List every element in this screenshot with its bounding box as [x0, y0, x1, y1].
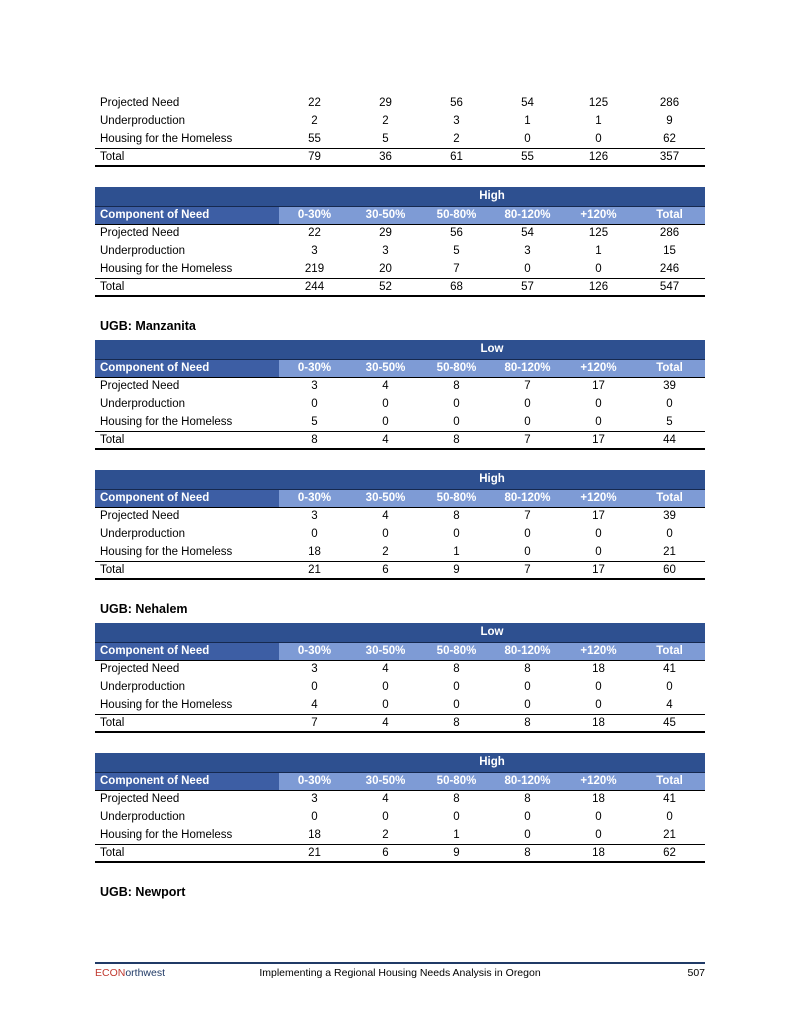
table-row: [95, 242, 705, 260]
value-cell: 7: [492, 561, 563, 579]
column-header: 50-80%: [421, 772, 492, 790]
table-row: [95, 377, 705, 395]
value-cell: 8: [421, 377, 492, 395]
scenario-label: High: [279, 753, 705, 772]
value-cell: 17: [563, 377, 634, 395]
value-cell: 54: [492, 224, 563, 242]
row-label: Total: [95, 844, 279, 862]
row-label: Underproduction: [95, 112, 279, 130]
value-cell: 2: [421, 130, 492, 148]
value-cell: 0: [563, 130, 634, 148]
band-spacer: [95, 623, 279, 642]
value-cell: 0: [563, 260, 634, 278]
column-header-component: Component of Need: [95, 359, 279, 377]
value-cell: 4: [350, 660, 421, 678]
ugb-section-heading: UGB: Manzanita: [100, 319, 196, 333]
value-cell: 4: [350, 377, 421, 395]
value-cell: 15: [634, 242, 705, 260]
value-cell: 547: [634, 278, 705, 296]
table-row: [95, 395, 705, 413]
value-cell: 21: [634, 826, 705, 844]
value-cell: 0: [634, 525, 705, 543]
scenario-label: High: [279, 187, 705, 206]
value-cell: 219: [279, 260, 350, 278]
value-cell: 0: [279, 395, 350, 413]
value-cell: 0: [492, 826, 563, 844]
column-header: +120%: [563, 489, 634, 507]
value-cell: 125: [563, 94, 634, 112]
column-header: Total: [634, 359, 705, 377]
table-row: [95, 413, 705, 431]
column-header: +120%: [563, 772, 634, 790]
value-cell: 55: [492, 148, 563, 166]
value-cell: 0: [563, 826, 634, 844]
column-header-row: [95, 642, 705, 660]
band-spacer: [95, 340, 279, 359]
value-cell: 7: [492, 507, 563, 525]
row-label: Projected Need: [95, 790, 279, 808]
value-cell: 8: [421, 431, 492, 449]
value-cell: 0: [634, 808, 705, 826]
value-cell: 3: [350, 242, 421, 260]
total-row: [95, 844, 705, 862]
value-cell: 0: [350, 678, 421, 696]
value-cell: 2: [350, 826, 421, 844]
value-cell: 0: [563, 543, 634, 561]
table-row: [95, 94, 705, 112]
column-header-component: Component of Need: [95, 206, 279, 224]
value-cell: 6: [350, 561, 421, 579]
column-header: 30-50%: [350, 642, 421, 660]
value-cell: 44: [634, 431, 705, 449]
total-row: [95, 431, 705, 449]
page-number: 507: [687, 967, 706, 979]
column-header: 0-30%: [279, 359, 350, 377]
needs-table-low: [95, 623, 705, 733]
value-cell: 4: [279, 696, 350, 714]
value-cell: 62: [634, 844, 705, 862]
column-header: 50-80%: [421, 359, 492, 377]
value-cell: 4: [350, 431, 421, 449]
column-header-component: Component of Need: [95, 642, 279, 660]
column-header: 50-80%: [421, 642, 492, 660]
table-row: [95, 678, 705, 696]
column-header: 80-120%: [492, 489, 563, 507]
value-cell: 125: [563, 224, 634, 242]
value-cell: 41: [634, 790, 705, 808]
column-header: 30-50%: [350, 772, 421, 790]
value-cell: 8: [492, 660, 563, 678]
row-label: Projected Need: [95, 660, 279, 678]
value-cell: 0: [421, 696, 492, 714]
needs-table-high: [95, 187, 705, 297]
column-header-component: Component of Need: [95, 772, 279, 790]
total-row: [95, 278, 705, 296]
total-row: [95, 148, 705, 166]
column-header: 80-120%: [492, 359, 563, 377]
row-label: Projected Need: [95, 224, 279, 242]
value-cell: 29: [350, 94, 421, 112]
value-cell: 3: [279, 242, 350, 260]
value-cell: 0: [634, 678, 705, 696]
value-cell: 2: [279, 112, 350, 130]
column-header: Total: [634, 206, 705, 224]
value-cell: 2: [350, 112, 421, 130]
value-cell: 8: [279, 431, 350, 449]
document-content: [95, 94, 705, 906]
table-row: [95, 525, 705, 543]
value-cell: 0: [563, 808, 634, 826]
table-row: [95, 543, 705, 561]
value-cell: 0: [492, 525, 563, 543]
row-label: Housing for the Homeless: [95, 130, 279, 148]
value-cell: 21: [279, 844, 350, 862]
value-cell: 0: [492, 808, 563, 826]
value-cell: 60: [634, 561, 705, 579]
row-label: Projected Need: [95, 377, 279, 395]
value-cell: 0: [563, 678, 634, 696]
column-header: +120%: [563, 359, 634, 377]
column-header: Total: [634, 772, 705, 790]
column-header: Total: [634, 642, 705, 660]
value-cell: 20: [350, 260, 421, 278]
band-spacer: [95, 187, 279, 206]
value-cell: 18: [279, 826, 350, 844]
table-row: [95, 112, 705, 130]
value-cell: 62: [634, 130, 705, 148]
row-label: Housing for the Homeless: [95, 826, 279, 844]
value-cell: 18: [563, 660, 634, 678]
value-cell: 286: [634, 224, 705, 242]
scenario-band-row: [95, 340, 705, 359]
value-cell: 8: [492, 844, 563, 862]
column-header-component: Component of Need: [95, 489, 279, 507]
table-row: [95, 507, 705, 525]
value-cell: 0: [421, 413, 492, 431]
value-cell: 7: [279, 714, 350, 732]
table-row: [95, 660, 705, 678]
value-cell: 126: [563, 148, 634, 166]
value-cell: 54: [492, 94, 563, 112]
column-header: 50-80%: [421, 206, 492, 224]
value-cell: 22: [279, 94, 350, 112]
band-spacer: [95, 753, 279, 772]
column-header: 30-50%: [350, 489, 421, 507]
column-header: 0-30%: [279, 642, 350, 660]
value-cell: 8: [421, 660, 492, 678]
value-cell: 18: [563, 790, 634, 808]
column-header: 50-80%: [421, 489, 492, 507]
column-header: 0-30%: [279, 489, 350, 507]
column-header: 0-30%: [279, 772, 350, 790]
value-cell: 1: [563, 112, 634, 130]
value-cell: 0: [492, 543, 563, 561]
column-header: 30-50%: [350, 206, 421, 224]
value-cell: 1: [492, 112, 563, 130]
value-cell: 7: [492, 431, 563, 449]
scenario-label: Low: [279, 340, 705, 359]
row-label: Projected Need: [95, 94, 279, 112]
value-cell: 5: [279, 413, 350, 431]
scenario-band-row: [95, 623, 705, 642]
value-cell: 0: [279, 808, 350, 826]
column-header: 80-120%: [492, 772, 563, 790]
value-cell: 9: [634, 112, 705, 130]
value-cell: 357: [634, 148, 705, 166]
value-cell: 126: [563, 278, 634, 296]
value-cell: 18: [563, 844, 634, 862]
value-cell: 0: [279, 525, 350, 543]
table-row: [95, 130, 705, 148]
value-cell: 0: [421, 525, 492, 543]
value-cell: 21: [279, 561, 350, 579]
value-cell: 0: [350, 525, 421, 543]
value-cell: 21: [634, 543, 705, 561]
value-cell: 0: [421, 808, 492, 826]
value-cell: 0: [492, 413, 563, 431]
column-header: 80-120%: [492, 642, 563, 660]
value-cell: 5: [350, 130, 421, 148]
value-cell: 17: [563, 431, 634, 449]
page-footer: [95, 962, 705, 979]
value-cell: 29: [350, 224, 421, 242]
value-cell: 45: [634, 714, 705, 732]
value-cell: 57: [492, 278, 563, 296]
value-cell: 2: [350, 543, 421, 561]
value-cell: 0: [563, 525, 634, 543]
table-row: [95, 790, 705, 808]
value-cell: 0: [634, 395, 705, 413]
column-header-row: [95, 359, 705, 377]
value-cell: 1: [421, 826, 492, 844]
column-header-row: [95, 206, 705, 224]
value-cell: 5: [421, 242, 492, 260]
value-cell: 0: [492, 130, 563, 148]
value-cell: 0: [563, 395, 634, 413]
column-header: +120%: [563, 642, 634, 660]
value-cell: 17: [563, 507, 634, 525]
value-cell: 68: [421, 278, 492, 296]
value-cell: 1: [563, 242, 634, 260]
value-cell: 52: [350, 278, 421, 296]
value-cell: 244: [279, 278, 350, 296]
value-cell: 0: [492, 260, 563, 278]
column-header-row: [95, 772, 705, 790]
value-cell: 3: [279, 790, 350, 808]
value-cell: 39: [634, 377, 705, 395]
value-cell: 8: [492, 714, 563, 732]
needs-table-high: [95, 753, 705, 863]
value-cell: 8: [421, 790, 492, 808]
value-cell: 0: [350, 808, 421, 826]
ugb-section-heading: UGB: Newport: [100, 885, 186, 899]
value-cell: 9: [421, 844, 492, 862]
needs-table-low: [95, 340, 705, 450]
value-cell: 56: [421, 224, 492, 242]
brand-orthwest: orthwest: [125, 967, 166, 979]
value-cell: 6: [350, 844, 421, 862]
value-cell: 3: [492, 242, 563, 260]
row-label: Projected Need: [95, 507, 279, 525]
value-cell: 0: [563, 696, 634, 714]
value-cell: 0: [492, 696, 563, 714]
value-cell: 3: [421, 112, 492, 130]
scenario-band-row: [95, 753, 705, 772]
econorthwest-logo: [95, 967, 259, 979]
needs-table-continued: [95, 94, 705, 167]
value-cell: 0: [492, 395, 563, 413]
brand-econ: ECON: [95, 967, 126, 979]
value-cell: 0: [350, 696, 421, 714]
value-cell: 0: [279, 678, 350, 696]
value-cell: 18: [279, 543, 350, 561]
value-cell: 22: [279, 224, 350, 242]
footer-document-title: Implementing a Regional Housing Needs Analysis in Oregon: [259, 967, 541, 979]
value-cell: 61: [421, 148, 492, 166]
row-label: Underproduction: [95, 242, 279, 260]
value-cell: 0: [350, 413, 421, 431]
scenario-label: Low: [279, 623, 705, 642]
total-row: [95, 714, 705, 732]
row-label: Underproduction: [95, 808, 279, 826]
value-cell: 3: [279, 507, 350, 525]
value-cell: 1: [421, 543, 492, 561]
value-cell: 8: [421, 714, 492, 732]
column-header: +120%: [563, 206, 634, 224]
value-cell: 4: [634, 696, 705, 714]
row-label: Underproduction: [95, 395, 279, 413]
table-row: [95, 696, 705, 714]
scenario-band-row: [95, 470, 705, 489]
column-header: 80-120%: [492, 206, 563, 224]
value-cell: 246: [634, 260, 705, 278]
table-row: [95, 224, 705, 242]
scenario-band-row: [95, 187, 705, 206]
value-cell: 0: [421, 395, 492, 413]
column-header: 0-30%: [279, 206, 350, 224]
value-cell: 0: [350, 395, 421, 413]
value-cell: 9: [421, 561, 492, 579]
row-label: Total: [95, 431, 279, 449]
value-cell: 7: [492, 377, 563, 395]
value-cell: 36: [350, 148, 421, 166]
row-label: Housing for the Homeless: [95, 413, 279, 431]
value-cell: 4: [350, 714, 421, 732]
value-cell: 4: [350, 507, 421, 525]
value-cell: 0: [421, 678, 492, 696]
row-label: Housing for the Homeless: [95, 696, 279, 714]
value-cell: 55: [279, 130, 350, 148]
row-label: Total: [95, 714, 279, 732]
table-row: [95, 808, 705, 826]
row-label: Underproduction: [95, 678, 279, 696]
needs-table-high: [95, 470, 705, 580]
row-label: Housing for the Homeless: [95, 260, 279, 278]
row-label: Underproduction: [95, 525, 279, 543]
table-row: [95, 260, 705, 278]
value-cell: 17: [563, 561, 634, 579]
value-cell: 286: [634, 94, 705, 112]
band-spacer: [95, 470, 279, 489]
value-cell: 0: [563, 413, 634, 431]
value-cell: 56: [421, 94, 492, 112]
row-label: Total: [95, 561, 279, 579]
value-cell: 39: [634, 507, 705, 525]
row-label: Total: [95, 148, 279, 166]
value-cell: 0: [492, 678, 563, 696]
row-label: Housing for the Homeless: [95, 543, 279, 561]
value-cell: 8: [492, 790, 563, 808]
row-label: Total: [95, 278, 279, 296]
total-row: [95, 561, 705, 579]
value-cell: 79: [279, 148, 350, 166]
value-cell: 18: [563, 714, 634, 732]
value-cell: 3: [279, 377, 350, 395]
value-cell: 41: [634, 660, 705, 678]
value-cell: 8: [421, 507, 492, 525]
column-header: Total: [634, 489, 705, 507]
scenario-label: High: [279, 470, 705, 489]
column-header-row: [95, 489, 705, 507]
value-cell: 4: [350, 790, 421, 808]
value-cell: 7: [421, 260, 492, 278]
column-header: 30-50%: [350, 359, 421, 377]
value-cell: 3: [279, 660, 350, 678]
table-row: [95, 826, 705, 844]
value-cell: 5: [634, 413, 705, 431]
ugb-section-heading: UGB: Nehalem: [100, 602, 188, 616]
